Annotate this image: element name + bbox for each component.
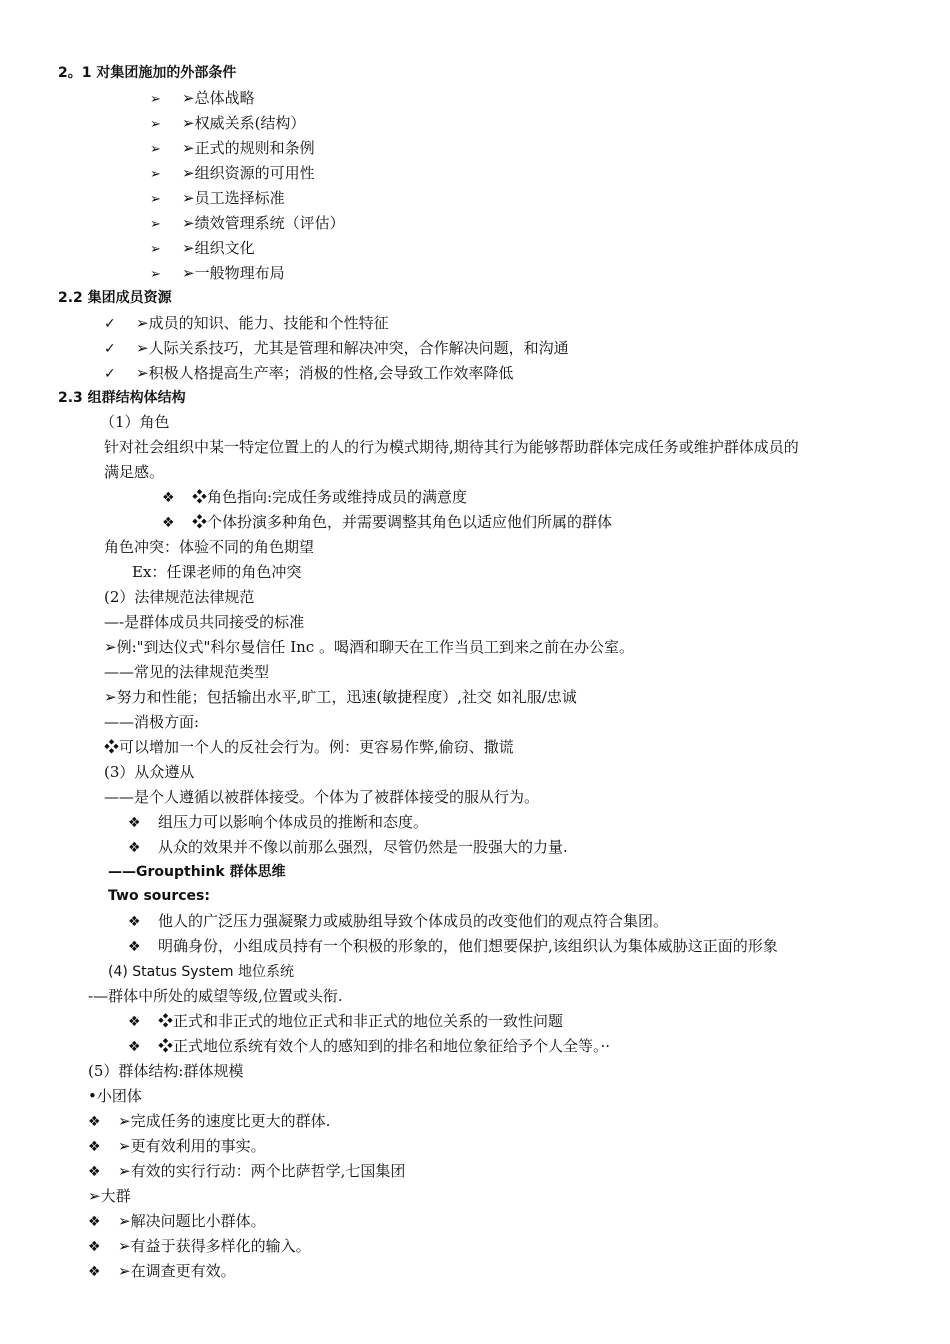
subheading-size: (5）群体结构:群体规模 [88,1062,244,1080]
diamond-bullet-icon: ❖ [162,515,175,531]
list-item: ✓ ➢积极人格提高生产率；消极的性格,会导致工作效率降低 [104,361,513,386]
list-item: ❖ ➢在调查更有效。 [88,1259,236,1284]
arrow-bullet-icon: ➢ [150,217,161,232]
section-2-1-title: 2。1 对集团施加的外部条件 [58,65,237,81]
list-item: ❖ ❖个体扮演多种角色，并需要调整其角色以适应他们所属的群体 [162,510,612,535]
paragraph-line: ➢大群 [88,1187,131,1205]
list-item: ➢ ➢一般物理布局 [150,261,285,286]
diamond-bullet-icon: ❖ [128,939,141,955]
list-item: ➢ ➢员工选择标准 [150,186,285,211]
paragraph-line: ➢例:"到达仪式"科尔曼信任 Inc 。喝酒和聊天在工作当员工到来之前在办公室。 [104,638,634,656]
diamond-bullet-icon: ❖ [128,815,141,831]
list-item: ❖ ➢解决问题比小群体。 [88,1209,266,1234]
list-item: ➢ ➢权威关系(结构） [150,111,305,136]
arrow-bullet-icon: ➢ [150,167,161,182]
list-item: ❖ 组压力可以影响个体成员的推断和态度。 [128,810,428,835]
arrow-bullet-icon: ➢ [150,117,161,132]
paragraph-line: 针对社会组织中某一特定位置上的人的行为模式期待,期待其行为能够帮助群体完成任务或维护群体成员的 [104,438,799,456]
list-item: ❖ ➢有效的实行行动：两个比萨哲学,七国集团 [88,1159,405,1184]
section-2-2-title: 2.2 集团成员资源 [58,290,172,306]
check-bullet-icon: ✓ [104,366,116,382]
groupthink-heading: ——Groupthink 群体思维 [108,864,286,880]
diamond-bullet-icon: ❖ [162,490,175,506]
arrow-bullet-icon: ➢ [150,242,161,257]
diamond-bullet-icon: ❖ [88,1164,101,1180]
check-bullet-icon: ✓ [104,316,116,332]
paragraph-line: Ex：任课老师的角色冲突 [132,563,302,581]
paragraph-line: -—群体中所处的威望等级,位置或头衔. [88,987,343,1005]
list-item: ➢ ➢组织资源的可用性 [150,161,315,186]
list-item: •小团体 [88,1087,142,1105]
paragraph-line: ——消极方面: [104,713,200,731]
list-item: ❖ ➢更有效利用的事实。 [88,1134,266,1159]
paragraph-line: ——是个人遵循以被群体接受。个体为了被群体接受的服从行为。 [104,788,540,806]
list-item: ❖ ➢有益于获得多样化的输入。 [88,1234,311,1259]
paragraph-line: ——常见的法律规范类型 [104,663,270,681]
list-item: ➢ ➢正式的规则和条例 [150,136,315,161]
list-item: ❖ 明确身份，小组成员持有一个积极的形象的，他们想要保护,该组织认为集体威胁这正面的形象 [128,934,778,959]
list-item: ➢ ➢绩效管理系统（评估） [150,211,345,236]
list-item: ✓ ➢成员的知识、能力、技能和个性特征 [104,311,389,336]
diamond-bullet-icon: ❖ [88,1239,101,1255]
subheading-role: （1）角色 [100,413,170,431]
paragraph-line: 角色冲突：体验不同的角色期望 [104,538,315,556]
paragraph-line: 满足感。 [104,463,165,481]
diamond-bullet-icon: ❖ [88,1214,101,1230]
diamond-bullet-icon: ❖ [128,1014,141,1030]
list-item: ❖ 从众的效果并不像以前那么强烈，尽管仍然是一股强大的力量. [128,835,568,860]
list-item: ❖ ❖正式地位系统有效个人的感知到的排名和地位象征给予个人全等。·· [128,1034,610,1059]
diamond-bullet-icon: ❖ [88,1264,101,1280]
list-item: ✓ ➢人际关系技巧，尤其是管理和解决冲突，合作解决问题，和沟通 [104,336,569,361]
list-item: ➢ ➢总体战略 [150,86,255,111]
list-item: ❖ ❖正式和非正式的地位正式和非正式的地位关系的一致性问题 [128,1009,563,1034]
diamond-bullet-icon: ❖ [128,914,141,930]
subheading-status: (4) Status System 地位系统 [108,964,294,980]
subheading-conformity: (3）从众遵从 [104,763,195,781]
arrow-bullet-icon: ➢ [150,142,161,157]
check-bullet-icon: ✓ [104,341,116,357]
paragraph-line: ➢努力和性能；包括输出水平,旷工，迅速(敏捷程度）,社交 如礼服/忠诚 [104,688,577,706]
list-item: ❖ ➢完成任务的速度比更大的群体. [88,1109,330,1134]
diamond-bullet-icon: ❖ [88,1114,101,1130]
arrow-bullet-icon: ➢ [150,92,161,107]
paragraph-line: —-是群体成员共同接受的标准 [104,613,305,631]
list-item: ❖ ❖角色指向:完成任务或维持成员的满意度 [162,485,467,510]
two-sources-label: Two sources: [108,888,210,904]
list-item: ➢ ➢组织文化 [150,236,255,261]
diamond-bullet-icon: ❖ [128,840,141,856]
dot-bullet-icon: • [88,1087,97,1105]
diamond-bullet-icon: ❖ [128,1039,141,1055]
diamond-bullet-icon: ❖ [88,1139,101,1155]
arrow-bullet-icon: ➢ [150,267,161,282]
section-2-3-title: 2.3 组群结构体结构 [58,390,186,406]
paragraph-line: ❖可以增加一个人的反社会行为。例：更容易作弊,偷窃、撒谎 [104,738,514,756]
arrow-bullet-icon: ➢ [150,192,161,207]
list-item: ❖ 他人的广泛压力强凝聚力或威胁组导致个体成员的改变他们的观点符合集团。 [128,909,668,934]
subheading-norms: (2）法律规范法律规范 [104,588,255,606]
